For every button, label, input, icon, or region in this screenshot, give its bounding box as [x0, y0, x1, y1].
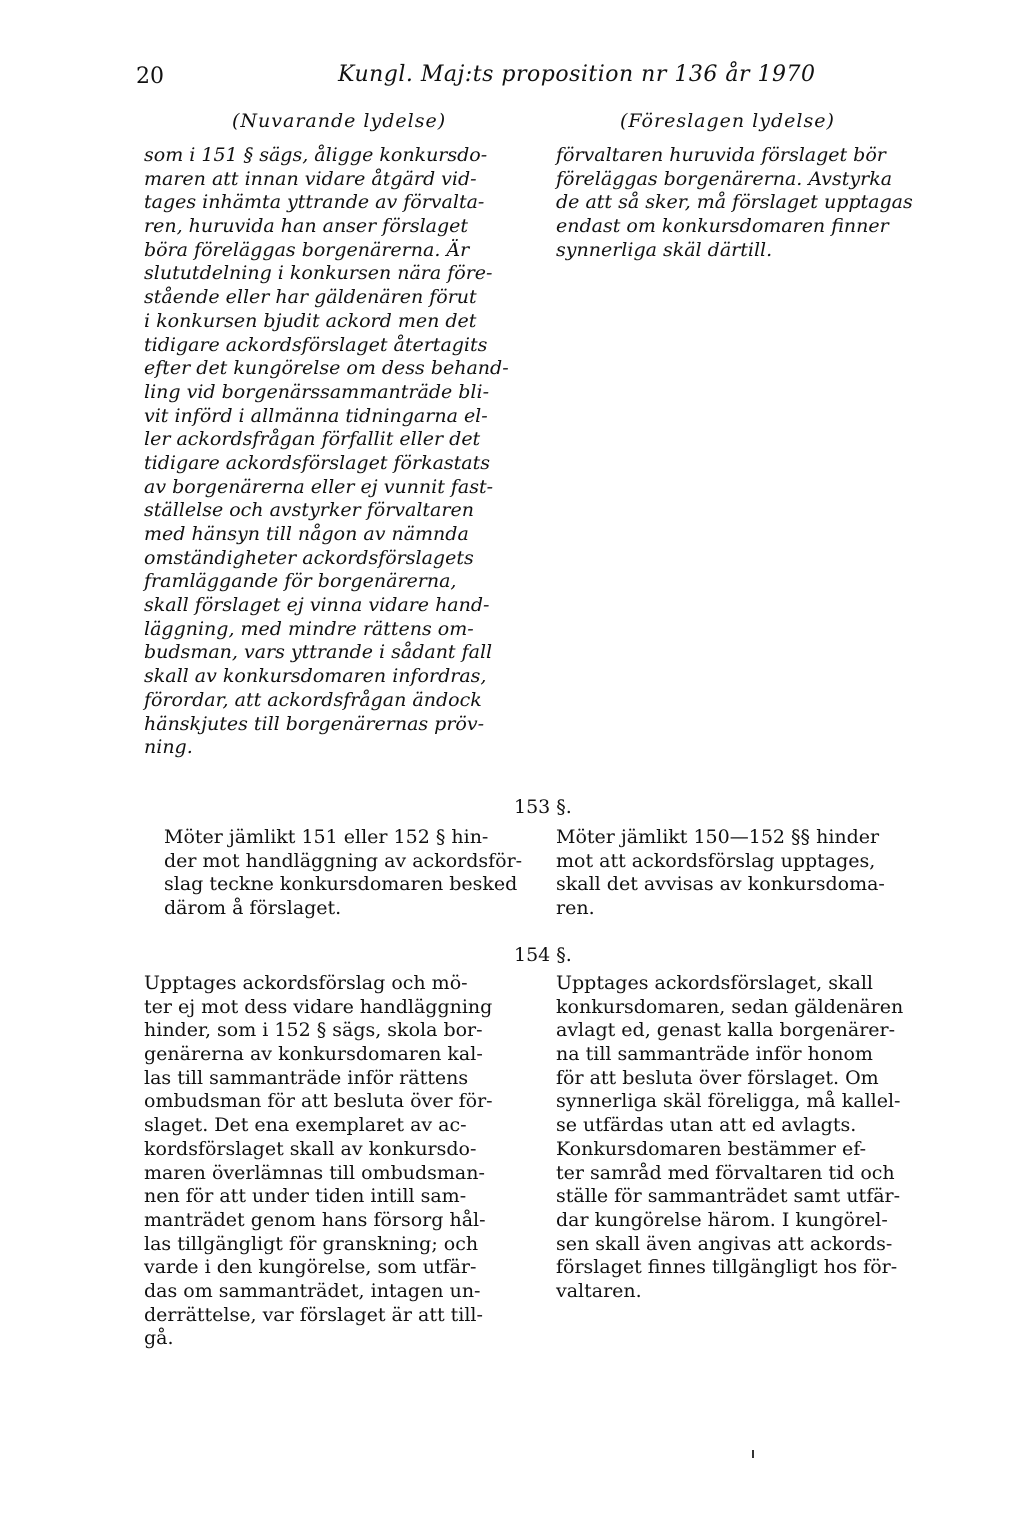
- text-line: av borgenärerna eller ej vunnit fast-: [144, 475, 494, 498]
- section-153-number: 153 §.: [514, 796, 572, 818]
- text-line: efter det kungörelse om dess behand-: [144, 357, 509, 380]
- text-line: ren, huruvida han anser förslaget: [144, 215, 469, 238]
- text-line: las till sammanträde inför rättens: [144, 1066, 469, 1089]
- text-line: förslaget finnes tillgängligt hos för-: [556, 1256, 898, 1279]
- text-line: i konkursen bjudit ackord men det: [144, 309, 477, 332]
- text-line: sen skall även angivas att ackords-: [556, 1232, 893, 1255]
- right-column-heading: (Föreslagen lydelse): [620, 110, 835, 132]
- text-line: tages inhämta yttrande av förvalta-: [144, 191, 485, 214]
- proposed-text-block-1: [556, 144, 956, 262]
- text-line: Möter jämlikt 151 eller 152 § hin-: [164, 826, 489, 848]
- text-line: nen för att under tiden intill sam-: [144, 1185, 467, 1208]
- text-line: förordar, att ackordsfrågan ändock: [144, 688, 482, 711]
- text-line: se utfärdas utan att ed avlagts.: [556, 1114, 857, 1137]
- text-line: manträdet genom hans försorg hål-: [144, 1208, 486, 1231]
- text-line: dar kungörelse härom. I kungörel-: [556, 1208, 888, 1231]
- left-column-heading: (Nuvarande lydelse): [232, 110, 447, 132]
- text-line: konkursdomaren, sedan gäldenären: [556, 995, 904, 1018]
- text-line: na till sammanträde inför honom: [556, 1043, 873, 1066]
- text-line: skall förslaget ej vinna vidare hand-: [144, 594, 490, 617]
- text-line: Möter jämlikt 150—152 §§ hinder: [556, 826, 880, 848]
- text-line: der mot handläggning av ackordsför-: [164, 849, 523, 872]
- text-line: hinder, som i 152 § sägs, skola bor-: [144, 1019, 483, 1042]
- text-line: das om sammanträdet, intagen un-: [144, 1279, 481, 1302]
- text-line: slututdelning i konkursen nära före-: [144, 262, 493, 285]
- text-line: framläggande för borgenärerna,: [144, 570, 457, 593]
- text-line: Upptages ackordsförslag och mö-: [144, 972, 468, 994]
- text-line: skall det avvisas av konkursdoma-: [556, 873, 885, 896]
- text-line: tidigare ackordsförslaget återtagits: [144, 333, 488, 356]
- text-line: varde i den kungörelse, som utfär-: [144, 1256, 477, 1279]
- text-line: derrättelse, var förslaget är att till-: [144, 1303, 483, 1326]
- text-line: ombudsman för att besluta över för-: [144, 1090, 493, 1113]
- text-line: mot att ackordsförslag upptages,: [556, 849, 876, 872]
- text-line: böra föreläggas borgenärerna. Är: [144, 238, 470, 261]
- text-line: som i 151 § sägs, åligge konkursdo-: [144, 144, 488, 166]
- text-line: ning.: [144, 736, 193, 759]
- text-line: gå.: [144, 1327, 174, 1350]
- text-line: läggning, med mindre rättens om-: [144, 617, 474, 640]
- text-line: budsman, vars yttrande i sådant fall: [144, 641, 493, 664]
- text-line: valtaren.: [556, 1279, 642, 1302]
- text-line: vit införd i allmänna tidningarna el-: [144, 404, 488, 427]
- print-speck: [752, 1450, 754, 1458]
- text-line: ling vid borgenärssammanträde bli-: [144, 380, 489, 403]
- document-title: Kungl. Maj:ts proposition nr 136 år 1970: [338, 62, 816, 87]
- text-line: ler ackordsfrågan förfallit eller det: [144, 428, 481, 451]
- text-line: las tillgängligt för granskning; och: [144, 1232, 479, 1255]
- text-line: Konkursdomaren bestämmer ef-: [556, 1137, 867, 1160]
- text-line: synnerliga skäl därtill.: [556, 238, 773, 261]
- text-line: maren överlämnas till ombudsman-: [144, 1161, 485, 1184]
- text-line: med hänsyn till någon av nämnda: [144, 523, 469, 545]
- text-line: maren att innan vidare åtgärd vid-: [144, 167, 477, 190]
- current-text-block-1: [144, 144, 544, 760]
- text-line: ställe för sammanträdet samt utfär-: [556, 1185, 901, 1208]
- text-line: förvaltaren huruvida förslaget bör: [556, 144, 886, 166]
- text-line: de att så sker, må förslaget upptagas: [556, 191, 913, 214]
- text-line: stående eller har gäldenären förut: [144, 286, 477, 309]
- text-line: Upptages ackordsförslaget, skall: [556, 972, 873, 994]
- text-line: ren.: [556, 897, 595, 920]
- text-line: synnerliga skäl föreligga, må kallel-: [556, 1090, 901, 1113]
- proposed-text-section-154: [556, 972, 956, 1304]
- text-line: därom å förslaget.: [164, 897, 342, 920]
- text-line: omständigheter ackordsförslagets: [144, 546, 474, 569]
- current-text-section-154: [144, 972, 544, 1351]
- text-line: kordsförslaget skall av konkursdo-: [144, 1137, 477, 1160]
- page-number: 20: [136, 64, 164, 89]
- text-line: skall av konkursdomaren infordras,: [144, 665, 487, 688]
- text-line: avlagt ed, genast kalla borgenärer-: [556, 1019, 896, 1042]
- text-line: ställelse och avstyrker förvaltaren: [144, 499, 474, 522]
- text-line: ter ej mot dess vidare handläggning: [144, 995, 493, 1018]
- text-line: för att besluta över förslaget. Om: [556, 1066, 879, 1089]
- text-line: slaget. Det ena exemplaret av ac-: [144, 1114, 467, 1137]
- text-line: hänskjutes till borgenärernas pröv-: [144, 712, 485, 735]
- current-text-section-153: [164, 826, 544, 921]
- section-154-number: 154 §.: [514, 944, 572, 966]
- text-line: genärerna av konkursdomaren kal-: [144, 1043, 483, 1066]
- text-line: tidigare ackordsförslaget förkastats: [144, 451, 491, 474]
- text-line: endast om konkursdomaren finner: [556, 215, 889, 238]
- text-line: ter samråd med förvaltaren tid och: [556, 1161, 895, 1184]
- text-line: slag teckne konkursdomaren besked: [164, 873, 518, 896]
- text-line: föreläggas borgenärerna. Avstyrka: [556, 167, 893, 190]
- proposed-text-section-153: [556, 826, 956, 921]
